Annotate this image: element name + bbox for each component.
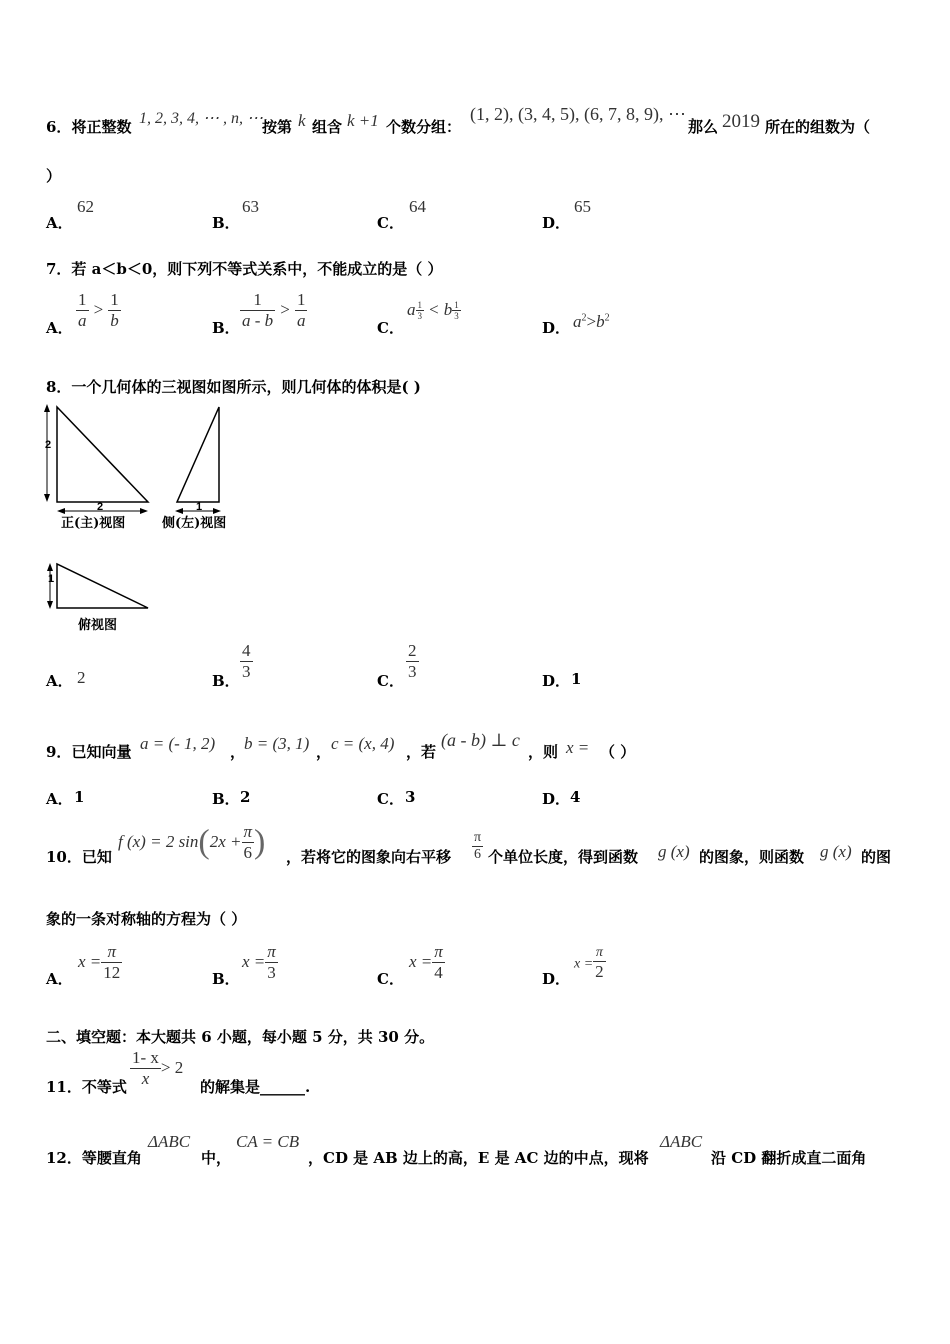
q11-inequality — [130, 1048, 183, 1089]
q8-option-d-label: D． — [542, 672, 571, 690]
q7-option-b-label: B． — [212, 319, 240, 337]
q8-option-b-label: B． — [212, 672, 240, 690]
q9-option-d-label: D． — [542, 790, 571, 808]
q7-option-c-label: C． — [377, 319, 404, 337]
base: b — [443, 300, 453, 319]
q9-vector-c: c = (x, 4) — [331, 734, 395, 753]
operator: > — [586, 312, 597, 331]
q9-text2: ，若 — [406, 743, 437, 761]
exp-num: 1 — [417, 300, 422, 310]
q6-option-d-value: 65 — [574, 197, 591, 216]
frac-num: 4 — [242, 641, 251, 660]
q8-option-c-label: C． — [377, 672, 404, 690]
q7-stem: 7．若 a＜b＜0，则下列不等式关系中，不能成立的是（ ） — [46, 260, 443, 278]
q9-text: 已知向量 — [71, 743, 132, 761]
q6-text6: 所在的组数为（ — [765, 118, 871, 136]
x-equals: x = — [242, 952, 266, 971]
q6-line1 — [46, 116, 131, 137]
front-width-label: 2 — [96, 501, 104, 513]
frac-num: 1 — [110, 290, 119, 309]
rhs: > 2 — [160, 1058, 184, 1077]
q12-text: 等腰直角 — [81, 1149, 142, 1167]
q6-option-b-value: 63 — [242, 197, 259, 216]
q6-text: 将正整数 — [71, 118, 132, 136]
q10-text4: 的图象，则函数 — [699, 848, 805, 866]
arrow-up-icon — [47, 563, 53, 571]
frac-den: 3 — [265, 962, 278, 983]
q6-k-plus-1: k +1 — [347, 111, 379, 130]
q9-option-a-value: 1 — [74, 788, 85, 806]
q10-line2: 象的一条对称轴的方程为（ ） — [46, 910, 247, 928]
q9-line — [46, 741, 131, 762]
q10-line1-start — [46, 846, 112, 867]
q6-number: 6． — [46, 118, 72, 136]
q8-option-a-label: A． — [46, 672, 73, 690]
f-def: f (x) = 2 sin — [118, 832, 199, 851]
top-view-triangle — [57, 564, 148, 608]
q9-option-a-label: A． — [46, 790, 73, 808]
operator: > — [93, 300, 104, 319]
q11-text: 不等式 — [81, 1078, 127, 1096]
q8-option-c-value — [406, 641, 419, 682]
q7-option-d-label: D． — [542, 319, 571, 337]
q10-option-b-value — [242, 942, 278, 983]
top-view-caption: 俯视图 — [78, 618, 118, 633]
q10-g: g (x) — [658, 842, 690, 861]
arrow-down-icon — [47, 601, 53, 609]
q6-close-paren: ） — [46, 167, 62, 185]
frac-den: 6 — [472, 846, 483, 863]
q9-option-c-value: 3 — [405, 788, 416, 806]
x-equals: x = — [409, 952, 433, 971]
side-width-label: 1 — [195, 501, 203, 513]
section-heading: 二、填空题：本大题共 6 小题，每小题 5 分，共 30 分。 — [46, 1028, 435, 1046]
q7-option-c-expr — [407, 300, 461, 321]
q10-function-f — [118, 822, 265, 863]
frac-num: 1 — [253, 290, 262, 309]
q10-text5: 的图 — [861, 848, 892, 866]
q8-option-a-value: 2 — [77, 668, 86, 687]
arrow-up-icon — [44, 404, 50, 412]
q9-condition: (a - b) ⊥ c — [441, 730, 520, 750]
front-view-figure — [40, 400, 160, 530]
frac-num: π — [595, 945, 603, 960]
front-view-caption: 正(主)视图 — [61, 516, 126, 531]
q7-option-a-expr — [76, 290, 121, 331]
q9-number: 9． — [46, 743, 72, 761]
q10-option-c-label: C． — [377, 970, 404, 988]
q9-vector-b: b = (3, 1) — [244, 734, 310, 753]
q9-sep2: ， — [316, 743, 332, 761]
q9-option-d-value: 4 — [570, 788, 581, 806]
q6-option-a-label: A． — [46, 214, 73, 232]
q9-x: x = — [566, 738, 590, 757]
q6-option-a-value: 62 — [77, 197, 94, 216]
q6-option-c-value: 64 — [409, 197, 426, 216]
q10-option-b-label: B． — [212, 970, 240, 988]
q12-number: 12． — [46, 1149, 82, 1167]
side-view-caption: 侧(左)视图 — [162, 516, 227, 531]
q11-line — [46, 1076, 127, 1097]
q12-text2: 中， — [201, 1149, 232, 1167]
q10-text3: 个单位长度，得到函数 — [488, 848, 639, 866]
q10-shift-frac — [472, 830, 483, 863]
q7-option-d-expr — [573, 312, 610, 332]
frac-den: a - b — [242, 311, 274, 330]
q6-groups: (1, 2), (3, 4, 5), (6, 7, 8, 9), ⋯ , — [470, 104, 695, 124]
q11-text2: 的解集是______. — [200, 1078, 311, 1096]
q7-option-a-label: A． — [46, 319, 73, 337]
frac-den: 3 — [242, 662, 251, 681]
left-paren-icon: ( — [198, 823, 210, 861]
q10-option-a-value — [78, 942, 122, 983]
q12-text4: 沿 CD 翻折成直二面角 — [711, 1149, 867, 1167]
frac-num: π — [434, 942, 443, 961]
q6-text2: 按第 — [262, 118, 293, 136]
operator: > — [280, 300, 290, 319]
q10-g2: g (x) — [820, 842, 852, 861]
frac-num: π — [267, 942, 276, 961]
side-view-figure — [165, 400, 235, 520]
q9-option-c-label: C． — [377, 790, 404, 808]
frac-den: x — [130, 1068, 161, 1089]
frac-num: π — [107, 942, 117, 961]
frac-num: 2 — [408, 641, 417, 660]
q7-option-b-expr — [240, 290, 307, 331]
q9-paren: （ ） — [600, 743, 636, 761]
exp-den: 3 — [417, 311, 422, 321]
q9-text3: ，则 — [528, 743, 559, 761]
q8-option-b-value — [240, 641, 253, 682]
q9-option-b-label: B． — [212, 790, 240, 808]
frac-num: 1- x — [132, 1048, 159, 1067]
q12-triangle2: ΔABC — [660, 1132, 703, 1151]
frac-den: a — [78, 311, 87, 330]
q6-text4: 个数分组： — [386, 118, 462, 136]
q8-stem: 8．一个几何体的三视图如图所示，则几何体的体积是( ) — [46, 378, 421, 396]
exp-num: 1 — [454, 300, 459, 310]
frac-den: 3 — [408, 662, 417, 681]
q9-option-b-value: 2 — [240, 788, 251, 806]
right-paren-icon: ) — [254, 823, 266, 861]
frac-num: π — [243, 822, 253, 841]
q6-text3: 组含 — [312, 118, 343, 136]
q6-k: k — [298, 111, 306, 130]
q12-line — [46, 1147, 142, 1168]
exponent: 2 — [604, 312, 610, 324]
q10-number: 10． — [46, 848, 82, 866]
q6-option-c-label: C． — [377, 214, 404, 232]
x-equals: x = — [574, 956, 594, 972]
q12-text3: ，CD 是 AB 边上的高，E 是 AC 边的中点，现将 — [308, 1149, 649, 1167]
q10-option-d-value — [574, 945, 606, 982]
q6-sequence: 1, 2, 3, 4, ⋯ , n, ⋯ — [139, 110, 263, 127]
q10-option-a-label: A． — [46, 970, 73, 988]
frac-den: b — [110, 311, 119, 330]
front-view-triangle — [57, 407, 148, 502]
frac-den: 12 — [103, 963, 121, 982]
frac-num: 1 — [296, 290, 306, 309]
q10-option-d-label: D． — [542, 970, 571, 988]
q6-year: 2019 — [722, 111, 760, 132]
q6-text5: 那么 — [688, 118, 719, 136]
q11-number: 11． — [46, 1078, 82, 1096]
top-view-figure — [40, 558, 160, 618]
operator: < — [429, 300, 439, 319]
q10-option-c-value — [409, 942, 445, 983]
frac-den: a — [296, 311, 306, 330]
q6-option-d-label: D． — [542, 214, 571, 232]
frac-den: 6 — [242, 842, 255, 863]
q9-sep1: ， — [230, 743, 246, 761]
frac-den: 4 — [432, 962, 445, 983]
arrow-down-icon — [44, 494, 50, 502]
f-inner: 2x + — [209, 832, 242, 851]
frac-num: π — [474, 830, 482, 845]
q9-vector-a: a = (- 1, 2) — [140, 734, 216, 753]
arrow-right-icon — [140, 508, 148, 514]
base: a — [573, 312, 582, 331]
exp-den: 3 — [454, 311, 459, 321]
side-view-triangle — [177, 407, 219, 502]
q12-equation: CA = CB — [236, 1132, 300, 1151]
q12-triangle: ΔABC — [148, 1132, 191, 1151]
q8-option-d-value: 1 — [571, 670, 582, 688]
frac-den: 2 — [595, 962, 604, 981]
frac-num: 1 — [78, 290, 87, 309]
exponent: 2 — [581, 312, 587, 324]
front-height-label: 2 — [44, 439, 52, 451]
q10-text: 已知 — [81, 848, 112, 866]
x-equals: x = — [78, 952, 102, 971]
base: b — [596, 312, 605, 331]
top-height-label: 1 — [47, 573, 55, 585]
q6-option-b-label: B． — [212, 214, 240, 232]
base: a — [407, 300, 416, 319]
q10-text2: ，若将它的图象向右平移 — [286, 848, 452, 866]
